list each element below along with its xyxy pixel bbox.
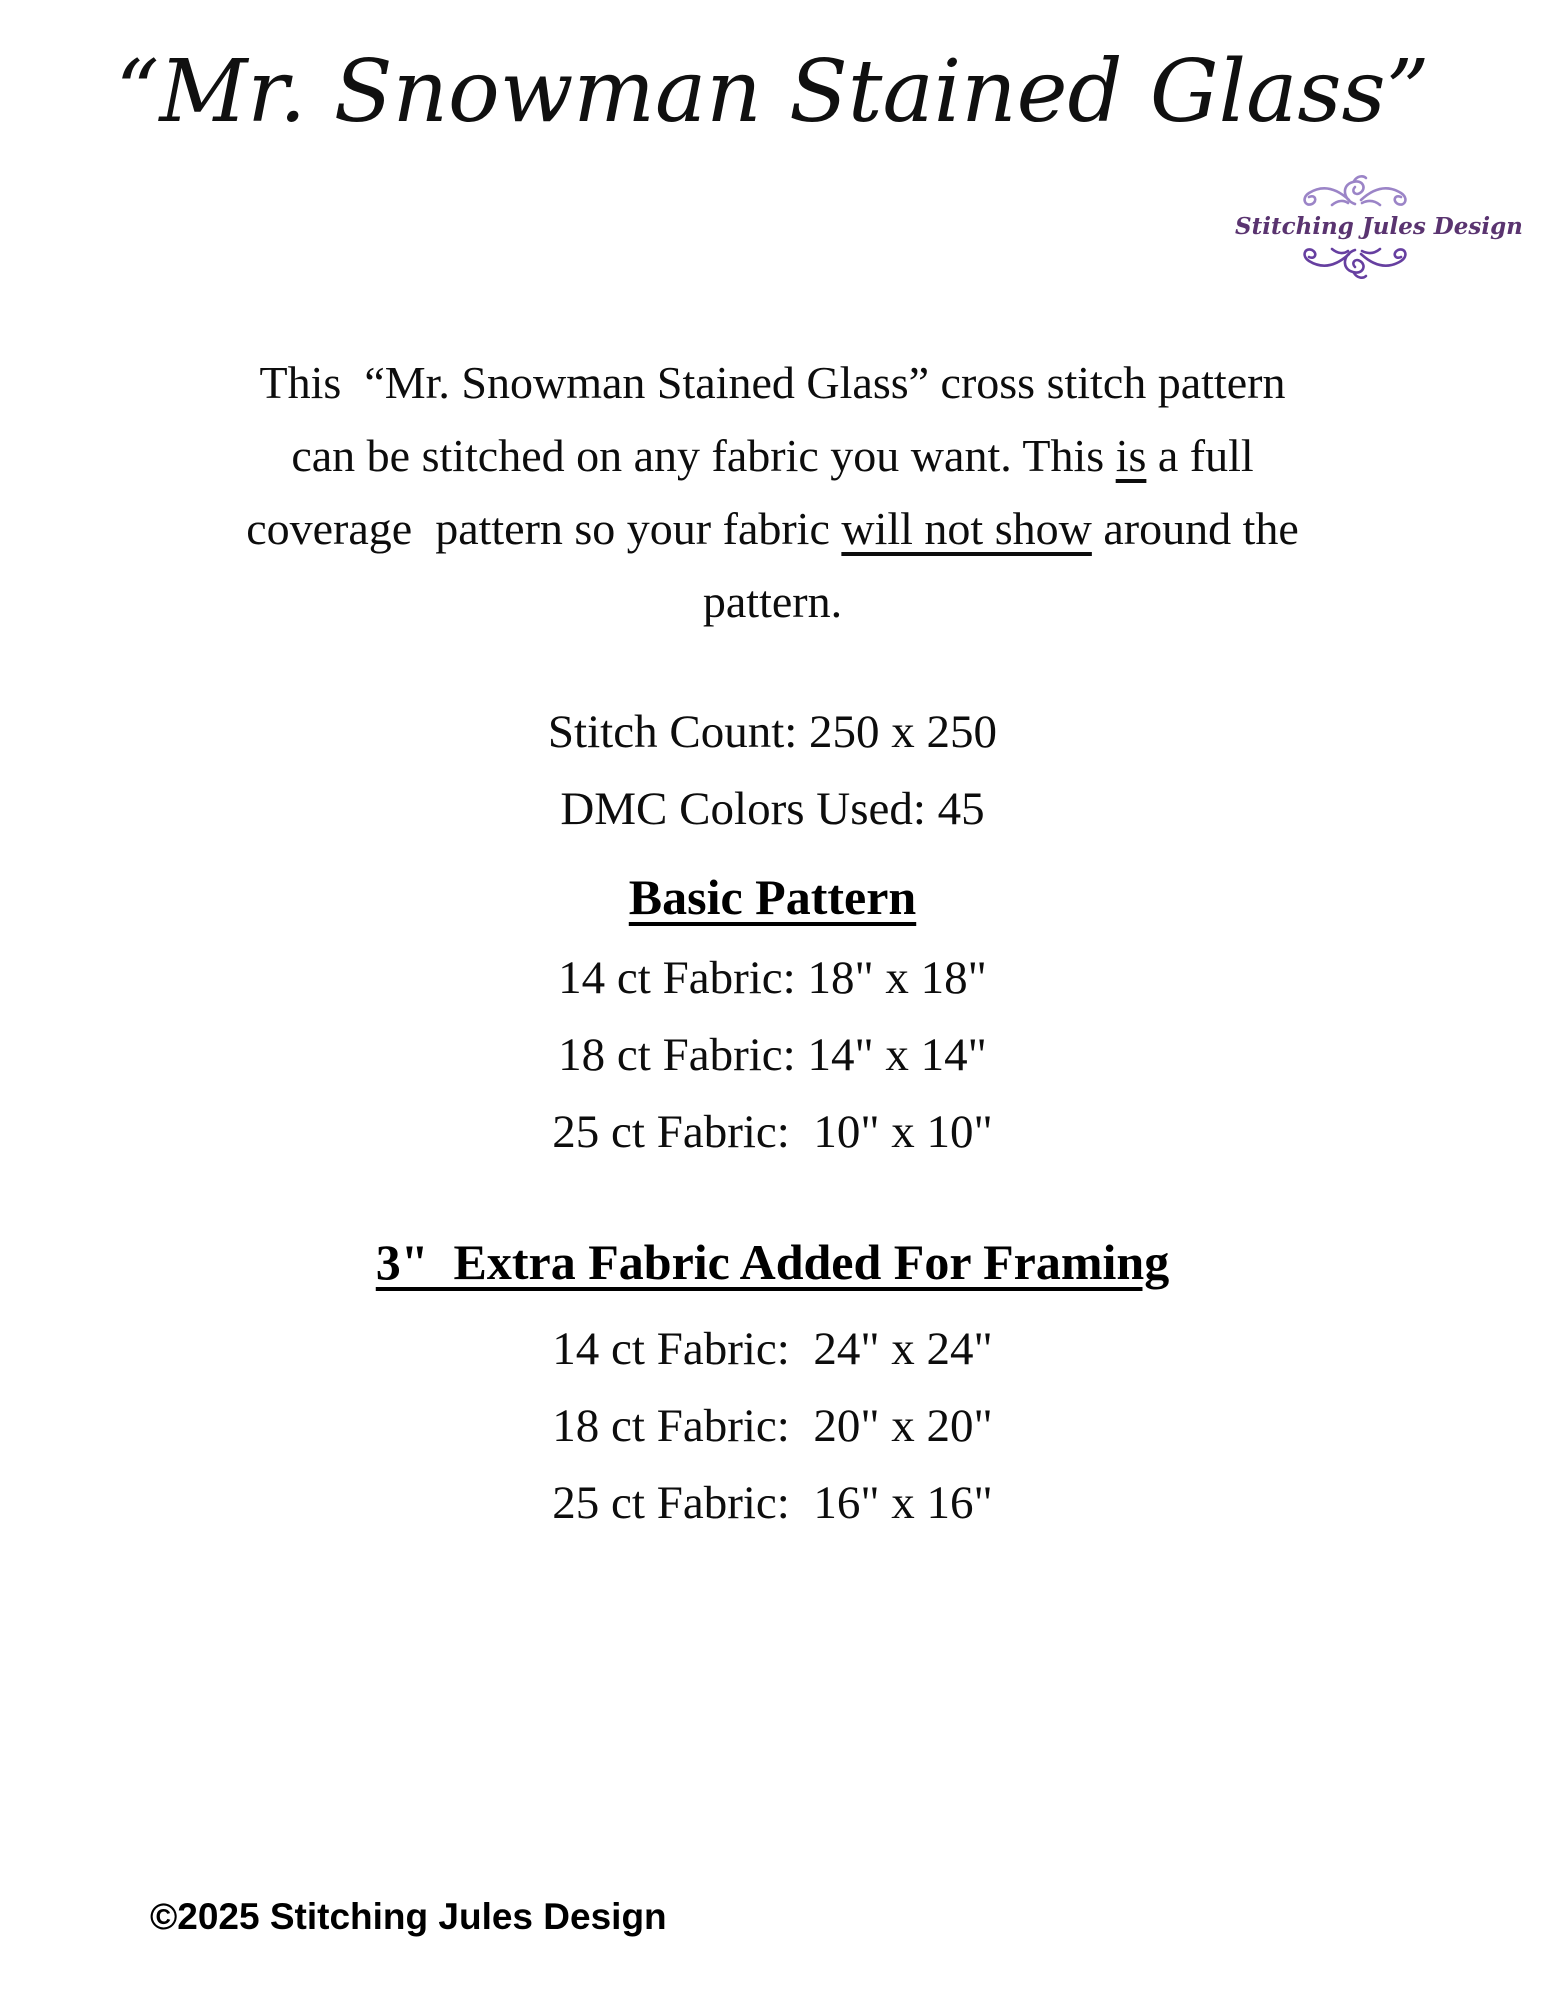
intro-text: around the [1091, 503, 1299, 554]
intro-text: a full [1146, 430, 1254, 481]
basic-pattern-sizes [0, 940, 1545, 1171]
pattern-stats [0, 694, 1545, 848]
dmc-colors-used: DMC Colors Used: 45 [560, 783, 985, 835]
intro-line-4 [0, 565, 1545, 638]
stitch-count: Stitch Count: 250 x 250 [547, 706, 998, 758]
intro-text: This “Mr. Snowman Stained Glass” cross stitch pattern [259, 357, 1286, 408]
flourish-top-icon [1294, 172, 1416, 214]
fabric-size-row: 18 ct Fabric: 14" x 14" [558, 1029, 987, 1081]
intro-line-3 [0, 492, 1545, 565]
intro-text: can be stitched on any fabric you want. This [291, 430, 1116, 481]
fabric-size-row: 25 ct Fabric: 10" x 10" [552, 1106, 993, 1158]
intro-text: pattern. [702, 576, 843, 627]
copyright-footer: ©2025 Stitching Jules Design [150, 1896, 667, 1937]
fabric-size-row: 25 ct Fabric: 16" x 16" [552, 1477, 993, 1529]
fabric-size-row: 18 ct Fabric: 20" x 20" [552, 1400, 993, 1452]
framing-pattern-heading: 3" Extra Fabric Added For Framing [375, 1234, 1170, 1290]
basic-pattern-heading: Basic Pattern [628, 869, 917, 925]
underlined-text: is [1115, 430, 1147, 481]
underlined-text: will not show [841, 503, 1092, 554]
flourish-bottom-icon [1294, 240, 1416, 282]
page-title: “Mr. Snowman Stained Glass” [115, 42, 1430, 142]
intro-text: coverage pattern so your fabric [246, 503, 842, 554]
framing-pattern-sizes [0, 1311, 1545, 1542]
brand-logo [1235, 172, 1523, 282]
intro-paragraph [0, 346, 1545, 638]
intro-line-2 [0, 419, 1545, 492]
brand-name: Stitching Jules Design [1235, 213, 1523, 240]
fabric-size-row: 14 ct Fabric: 18" x 18" [558, 952, 987, 1004]
intro-line-1 [0, 346, 1545, 419]
fabric-size-row: 14 ct Fabric: 24" x 24" [552, 1323, 993, 1375]
